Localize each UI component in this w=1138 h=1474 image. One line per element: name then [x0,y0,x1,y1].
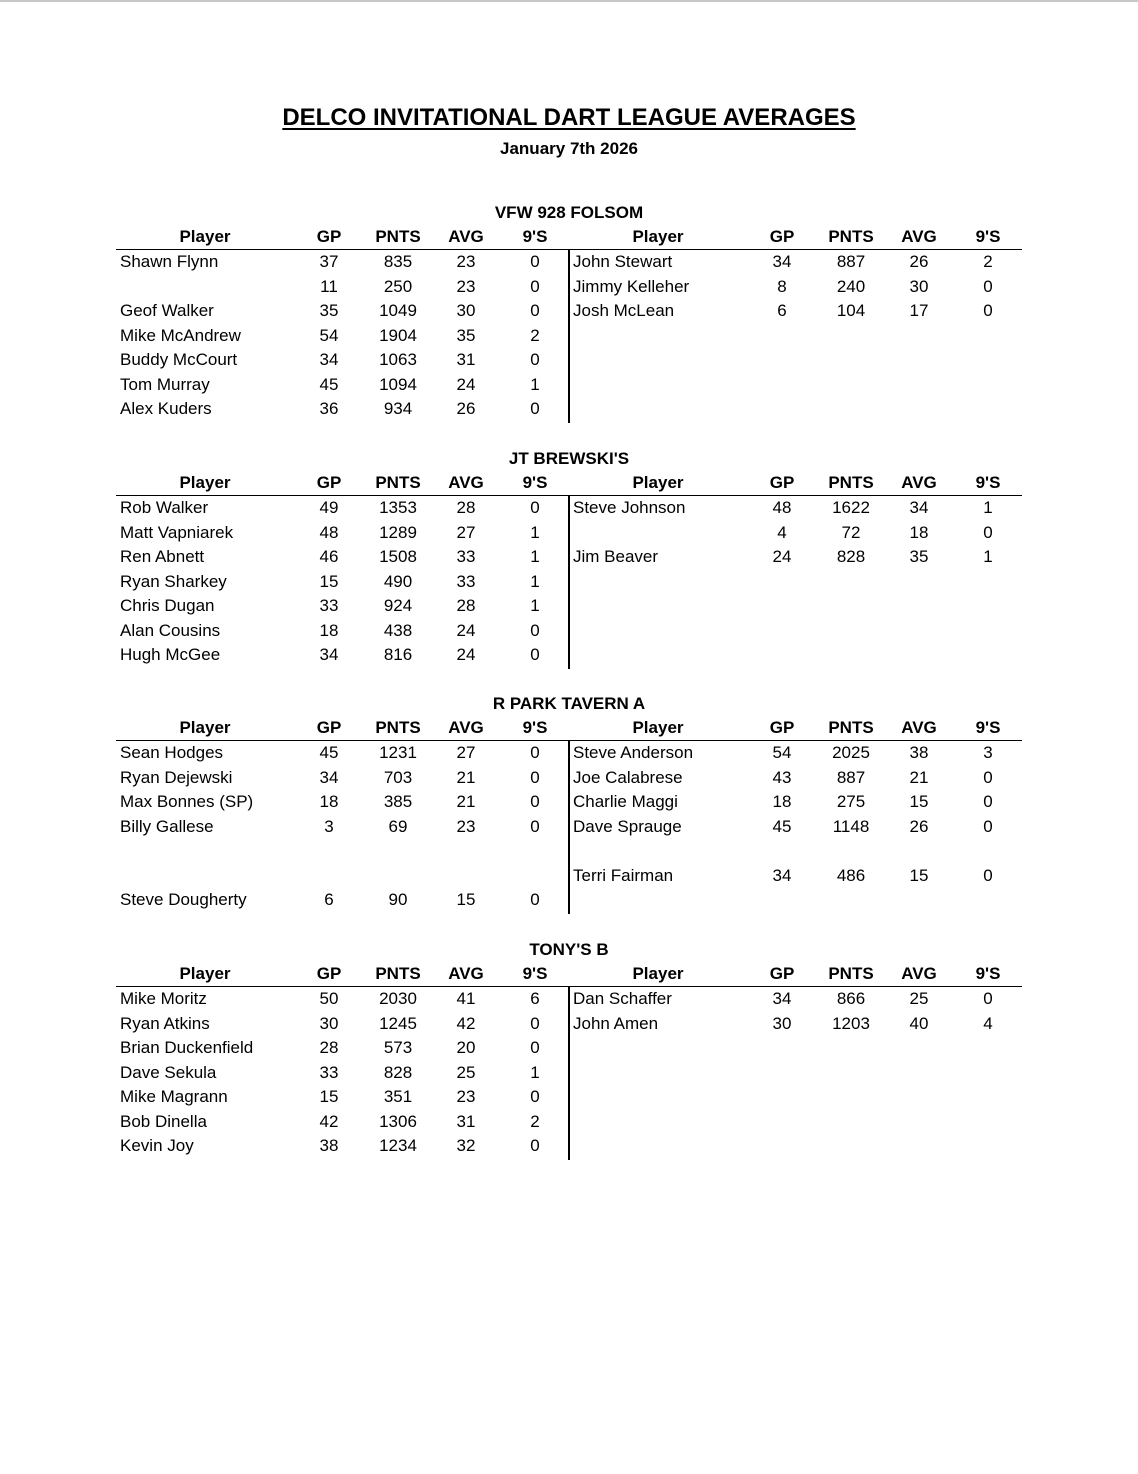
cell-avg-left: 23 [456,252,476,271]
cell-player-left: Mike McAndrew [120,325,241,345]
cell-pnts-left: 1063 [379,350,417,369]
header-gp-left: GP [316,718,342,737]
cell-nines-left: 2 [530,1111,540,1131]
cell-player-left: Mike Moritz [120,989,207,1008]
team-name: R PARK TAVERN A [492,694,646,713]
cell-nines-left: 1 [530,547,540,566]
cell-gp-right: 34 [772,252,792,271]
header-player-left: Player [179,227,231,246]
header-nines-right: 9'S [975,718,1001,737]
cell-nines-left: 2 [530,325,540,345]
cell-nines-left: 0 [530,890,540,909]
header-row [116,225,1022,250]
cell-avg-right: 40 [909,1013,929,1033]
cell-nines-left: 1 [530,571,540,591]
cell-gp-left: 15 [319,1087,339,1106]
cell-gp-left: 50 [319,989,339,1008]
cell-player-right: Jimmy Kelleher [573,276,690,296]
header-pnts-right: PNTS [828,718,874,737]
cell-player-right: John Stewart [573,252,673,271]
header-nines-left: 9'S [522,718,548,737]
cell-pnts-left: 835 [383,252,413,271]
header-player-right: Player [632,227,684,246]
header-player-left: Player [179,718,231,737]
cell-avg-right: 38 [909,743,929,762]
cell-pnts-left: 1508 [379,547,417,566]
cell-pnts-left: 573 [383,1038,413,1057]
cell-player-left: Shawn Flynn [120,252,219,271]
cell-player-right: Steve Johnson [573,498,686,517]
report-date: January 7th 2026 [500,139,638,158]
cell-avg-left: 25 [456,1062,476,1082]
cell-player-left: Bob Dinella [120,1111,207,1131]
cell-gp-left: 28 [319,1038,339,1057]
cell-nines-left: 0 [530,620,540,640]
header-avg-right: AVG [901,473,937,492]
cell-player-right: Charlie Maggi [573,792,678,811]
cell-avg-left: 21 [456,767,476,787]
cell-gp-right: 18 [772,792,792,811]
cell-pnts-left: 490 [383,571,413,591]
header-avg-left: AVG [448,964,484,983]
cell-nines-left: 0 [530,767,540,787]
header-row [116,716,1022,741]
header-avg-left: AVG [448,227,484,246]
cell-pnts-left: 934 [383,399,413,418]
header-nines-left: 9'S [522,473,548,492]
header-pnts-right: PNTS [828,227,874,246]
cell-player-left: Geof Walker [120,301,214,320]
cell-avg-left: 31 [456,1111,476,1131]
cell-player-left: Steve Dougherty [120,890,247,909]
cell-player-right: John Amen [573,1013,659,1033]
cell-avg-left: 15 [456,890,476,909]
cell-pnts-left: 438 [383,620,413,640]
cell-gp-right: 6 [777,301,787,320]
cell-nines-right: 1 [983,498,993,517]
cell-player-left: Ryan Atkins [120,1013,210,1033]
cell-nines-right: 0 [983,301,993,320]
cell-avg-left: 23 [456,816,476,836]
cell-avg-right: 18 [909,522,929,542]
cell-nines-left: 0 [530,252,540,271]
cell-pnts-right: 486 [836,865,866,885]
header-player-right: Player [632,473,684,492]
cell-gp-left: 30 [319,1013,339,1033]
cell-pnts-left: 924 [383,596,413,615]
cell-avg-left: 23 [456,276,476,296]
cell-nines-left: 0 [530,645,540,664]
header-avg-left: AVG [448,718,484,737]
cell-gp-left: 34 [319,767,339,787]
cell-nines-right: 0 [983,767,993,787]
cell-pnts-right: 1203 [832,1013,870,1033]
header-pnts-right: PNTS [828,964,874,983]
cell-player-left: Brian Duckenfield [120,1038,254,1057]
team-name: TONY'S B [529,940,609,959]
cell-avg-left: 28 [456,596,476,615]
cell-gp-left: 45 [319,374,339,394]
team-table [116,937,1022,1159]
header-avg-right: AVG [901,718,937,737]
cell-nines-left: 1 [530,596,540,615]
cell-avg-left: 35 [456,325,476,345]
cell-pnts-left: 385 [383,792,413,811]
cell-nines-left: 0 [530,276,540,296]
cell-avg-right: 15 [909,792,929,811]
cell-avg-right: 26 [909,252,929,271]
cell-nines-left: 0 [530,1136,540,1155]
cell-pnts-right: 887 [836,767,866,787]
cell-player-right: Dave Sprauge [573,816,682,836]
cell-pnts-left: 1231 [379,743,417,762]
cell-player-left: Max Bonnes (SP) [120,792,254,811]
header-pnts-left: PNTS [375,718,421,737]
cell-avg-left: 28 [456,498,476,517]
cell-nines-left: 1 [530,1062,540,1082]
cell-pnts-left: 1289 [379,522,417,542]
cell-avg-right: 15 [909,865,929,885]
cell-nines-left: 0 [530,1087,540,1106]
cell-pnts-right: 2025 [832,743,870,762]
cell-gp-left: 36 [319,399,339,418]
cell-gp-right: 34 [772,989,792,1008]
cell-avg-left: 23 [456,1087,476,1106]
cell-avg-left: 32 [456,1136,476,1155]
header-gp-left: GP [316,964,342,983]
cell-player-right: Terri Fairman [573,865,674,885]
header-gp-left: GP [316,227,342,246]
top-border [0,0,1138,2]
column-divider [568,250,570,424]
cell-gp-left: 46 [319,547,339,566]
cell-nines-left: 0 [530,399,540,418]
header-pnts-left: PNTS [375,964,421,983]
cell-player-left: Ryan Dejewski [120,767,233,787]
cell-pnts-right: 828 [836,547,866,566]
cell-pnts-left: 1353 [379,498,417,517]
header-nines-left: 9'S [522,227,548,246]
cell-nines-right: 0 [983,792,993,811]
cell-gp-left: 18 [319,620,339,640]
cell-gp-right: 43 [772,767,792,787]
cell-nines-right: 0 [983,989,993,1008]
cell-nines-left: 0 [530,743,540,762]
header-nines-left: 9'S [522,964,548,983]
cell-avg-right: 30 [909,276,929,296]
cell-player-left: Sean Hodges [120,743,224,762]
cell-nines-left: 1 [530,522,540,542]
cell-gp-left: 11 [320,276,338,296]
header-avg-right: AVG [901,964,937,983]
cell-pnts-left: 1094 [379,374,417,394]
cell-nines-right: 3 [983,743,993,762]
page-title [0,102,1138,134]
cell-nines-left: 0 [530,816,540,836]
cell-avg-right: 26 [909,816,929,836]
cell-gp-left: 6 [324,890,334,909]
cell-nines-right: 0 [983,522,993,542]
header-player-left: Player [179,473,231,492]
cell-player-left: Rob Walker [120,498,209,517]
header-row [116,471,1022,496]
header-gp-left: GP [316,473,342,492]
cell-pnts-left: 1234 [379,1136,417,1155]
cell-pnts-right: 866 [836,989,866,1008]
header-gp-right: GP [769,227,795,246]
cell-player-right: Jim Beaver [573,547,659,566]
cell-pnts-right: 1622 [832,498,870,517]
cell-pnts-left: 351 [383,1087,413,1106]
cell-gp-right: 45 [772,816,792,836]
cell-player-left: Hugh McGee [120,645,221,664]
cell-avg-left: 26 [456,399,476,418]
cell-gp-left: 45 [319,743,339,762]
cell-gp-left: 34 [319,350,339,369]
column-divider [568,987,570,1161]
header-player-right: Player [632,964,684,983]
header-gp-right: GP [769,718,795,737]
header-player-right: Player [632,718,684,737]
cell-gp-right: 54 [772,743,792,762]
cell-player-left: Chris Dugan [120,596,215,615]
header-gp-right: GP [769,964,795,983]
cell-avg-right: 34 [909,498,929,517]
cell-pnts-left: 828 [383,1062,413,1082]
header-avg-right: AVG [901,227,937,246]
cell-pnts-left: 250 [383,276,413,296]
cell-avg-right: 21 [909,767,929,787]
cell-player-left: Alex Kuders [120,399,212,418]
cell-avg-right: 35 [909,547,929,566]
cell-pnts-left: 1306 [379,1111,417,1131]
cell-avg-left: 24 [456,620,476,640]
cell-gp-left: 54 [319,325,339,345]
cell-player-left: Matt Vapniarek [120,522,234,542]
team-table [116,200,1022,422]
cell-pnts-left: 2030 [379,989,417,1008]
cell-nines-right: 0 [983,276,993,296]
cell-avg-right: 17 [909,301,929,320]
cell-avg-left: 27 [456,743,476,762]
cell-avg-left: 24 [456,645,476,664]
cell-gp-left: 42 [319,1111,339,1131]
cell-pnts-left: 69 [388,816,408,836]
team-name: JT BREWSKI'S [508,449,630,468]
cell-gp-left: 33 [319,1062,339,1082]
cell-gp-left: 33 [319,596,339,615]
cell-player-left: Ren Abnett [120,547,205,566]
cell-gp-right: 48 [772,498,792,517]
cell-player-left: Alan Cousins [120,620,221,640]
cell-player-left: Ryan Sharkey [120,571,227,591]
cell-nines-left: 0 [530,1013,540,1033]
header-pnts-left: PNTS [375,473,421,492]
cell-pnts-left: 1049 [379,301,417,320]
cell-gp-right: 34 [772,865,792,885]
cell-player-left: Billy Gallese [120,816,214,836]
cell-nines-right: 1 [983,547,993,566]
cell-nines-left: 0 [530,350,540,369]
cell-avg-left: 21 [456,792,476,811]
header-pnts-right: PNTS [828,473,874,492]
cell-nines-left: 0 [530,498,540,517]
cell-avg-left: 31 [456,350,476,369]
cell-gp-left: 3 [324,816,334,836]
cell-avg-left: 42 [456,1013,476,1033]
cell-player-right: Josh McLean [573,301,675,320]
cell-nines-right: 0 [983,816,993,836]
team-name: VFW 928 FOLSOM [494,203,644,222]
cell-avg-left: 27 [456,522,476,542]
cell-pnts-right: 72 [841,522,861,542]
header-gp-right: GP [769,473,795,492]
cell-player-right: Dan Schaffer [573,989,672,1008]
cell-player-left: Tom Murray [120,374,210,394]
cell-nines-right: 4 [983,1013,993,1033]
header-nines-right: 9'S [975,227,1001,246]
header-pnts-left: PNTS [375,227,421,246]
cell-gp-right: 30 [772,1013,792,1033]
cell-avg-left: 20 [456,1038,476,1057]
cell-avg-left: 33 [456,571,476,591]
cell-gp-left: 48 [319,522,339,542]
header-avg-left: AVG [448,473,484,492]
cell-nines-left: 0 [530,792,540,811]
cell-player-right: Steve Anderson [573,743,694,762]
cell-gp-right: 4 [777,522,787,542]
cell-pnts-right: 887 [836,252,866,271]
team-table [116,691,1022,913]
cell-player-left: Dave Sekula [120,1062,217,1082]
cell-avg-left: 33 [456,547,476,566]
cell-pnts-left: 90 [388,890,408,909]
cell-avg-right: 25 [909,989,929,1008]
cell-gp-left: 15 [319,571,339,591]
cell-pnts-right: 1148 [832,816,870,836]
cell-nines-left: 1 [530,374,540,394]
cell-avg-left: 30 [456,301,476,320]
team-table [116,446,1022,668]
cell-avg-left: 41 [456,989,476,1008]
cell-gp-left: 34 [319,645,339,664]
cell-nines-right: 2 [983,252,993,271]
cell-nines-left: 0 [530,301,540,320]
cell-nines-right: 0 [983,865,993,885]
cell-pnts-left: 1904 [379,325,417,345]
cell-avg-left: 24 [456,374,476,394]
cell-pnts-left: 816 [383,645,413,664]
page-title-text: DELCO INVITATIONAL DART LEAGUE AVERAGES [282,104,856,131]
cell-gp-right: 24 [772,547,792,566]
cell-pnts-right: 275 [836,792,866,811]
cell-gp-left: 18 [319,792,339,811]
header-nines-right: 9'S [975,964,1001,983]
column-divider [568,741,570,915]
cell-pnts-right: 240 [836,276,866,296]
cell-pnts-left: 1245 [379,1013,417,1033]
cell-player-left: Mike Magrann [120,1087,228,1106]
cell-player-left: Kevin Joy [120,1136,194,1155]
header-nines-right: 9'S [975,473,1001,492]
cell-gp-right: 8 [777,276,787,296]
cell-pnts-left: 703 [383,767,413,787]
cell-gp-left: 49 [319,498,339,517]
cell-nines-left: 0 [530,1038,540,1057]
column-divider [568,496,570,670]
cell-gp-left: 37 [319,252,339,271]
cell-player-right: Joe Calabrese [573,767,683,787]
cell-player-left: Buddy McCourt [120,350,238,369]
cell-nines-left: 6 [530,989,540,1008]
cell-gp-left: 35 [319,301,339,320]
cell-pnts-right: 104 [836,301,866,320]
header-row [116,962,1022,987]
header-player-left: Player [179,964,231,983]
cell-gp-left: 38 [319,1136,339,1155]
